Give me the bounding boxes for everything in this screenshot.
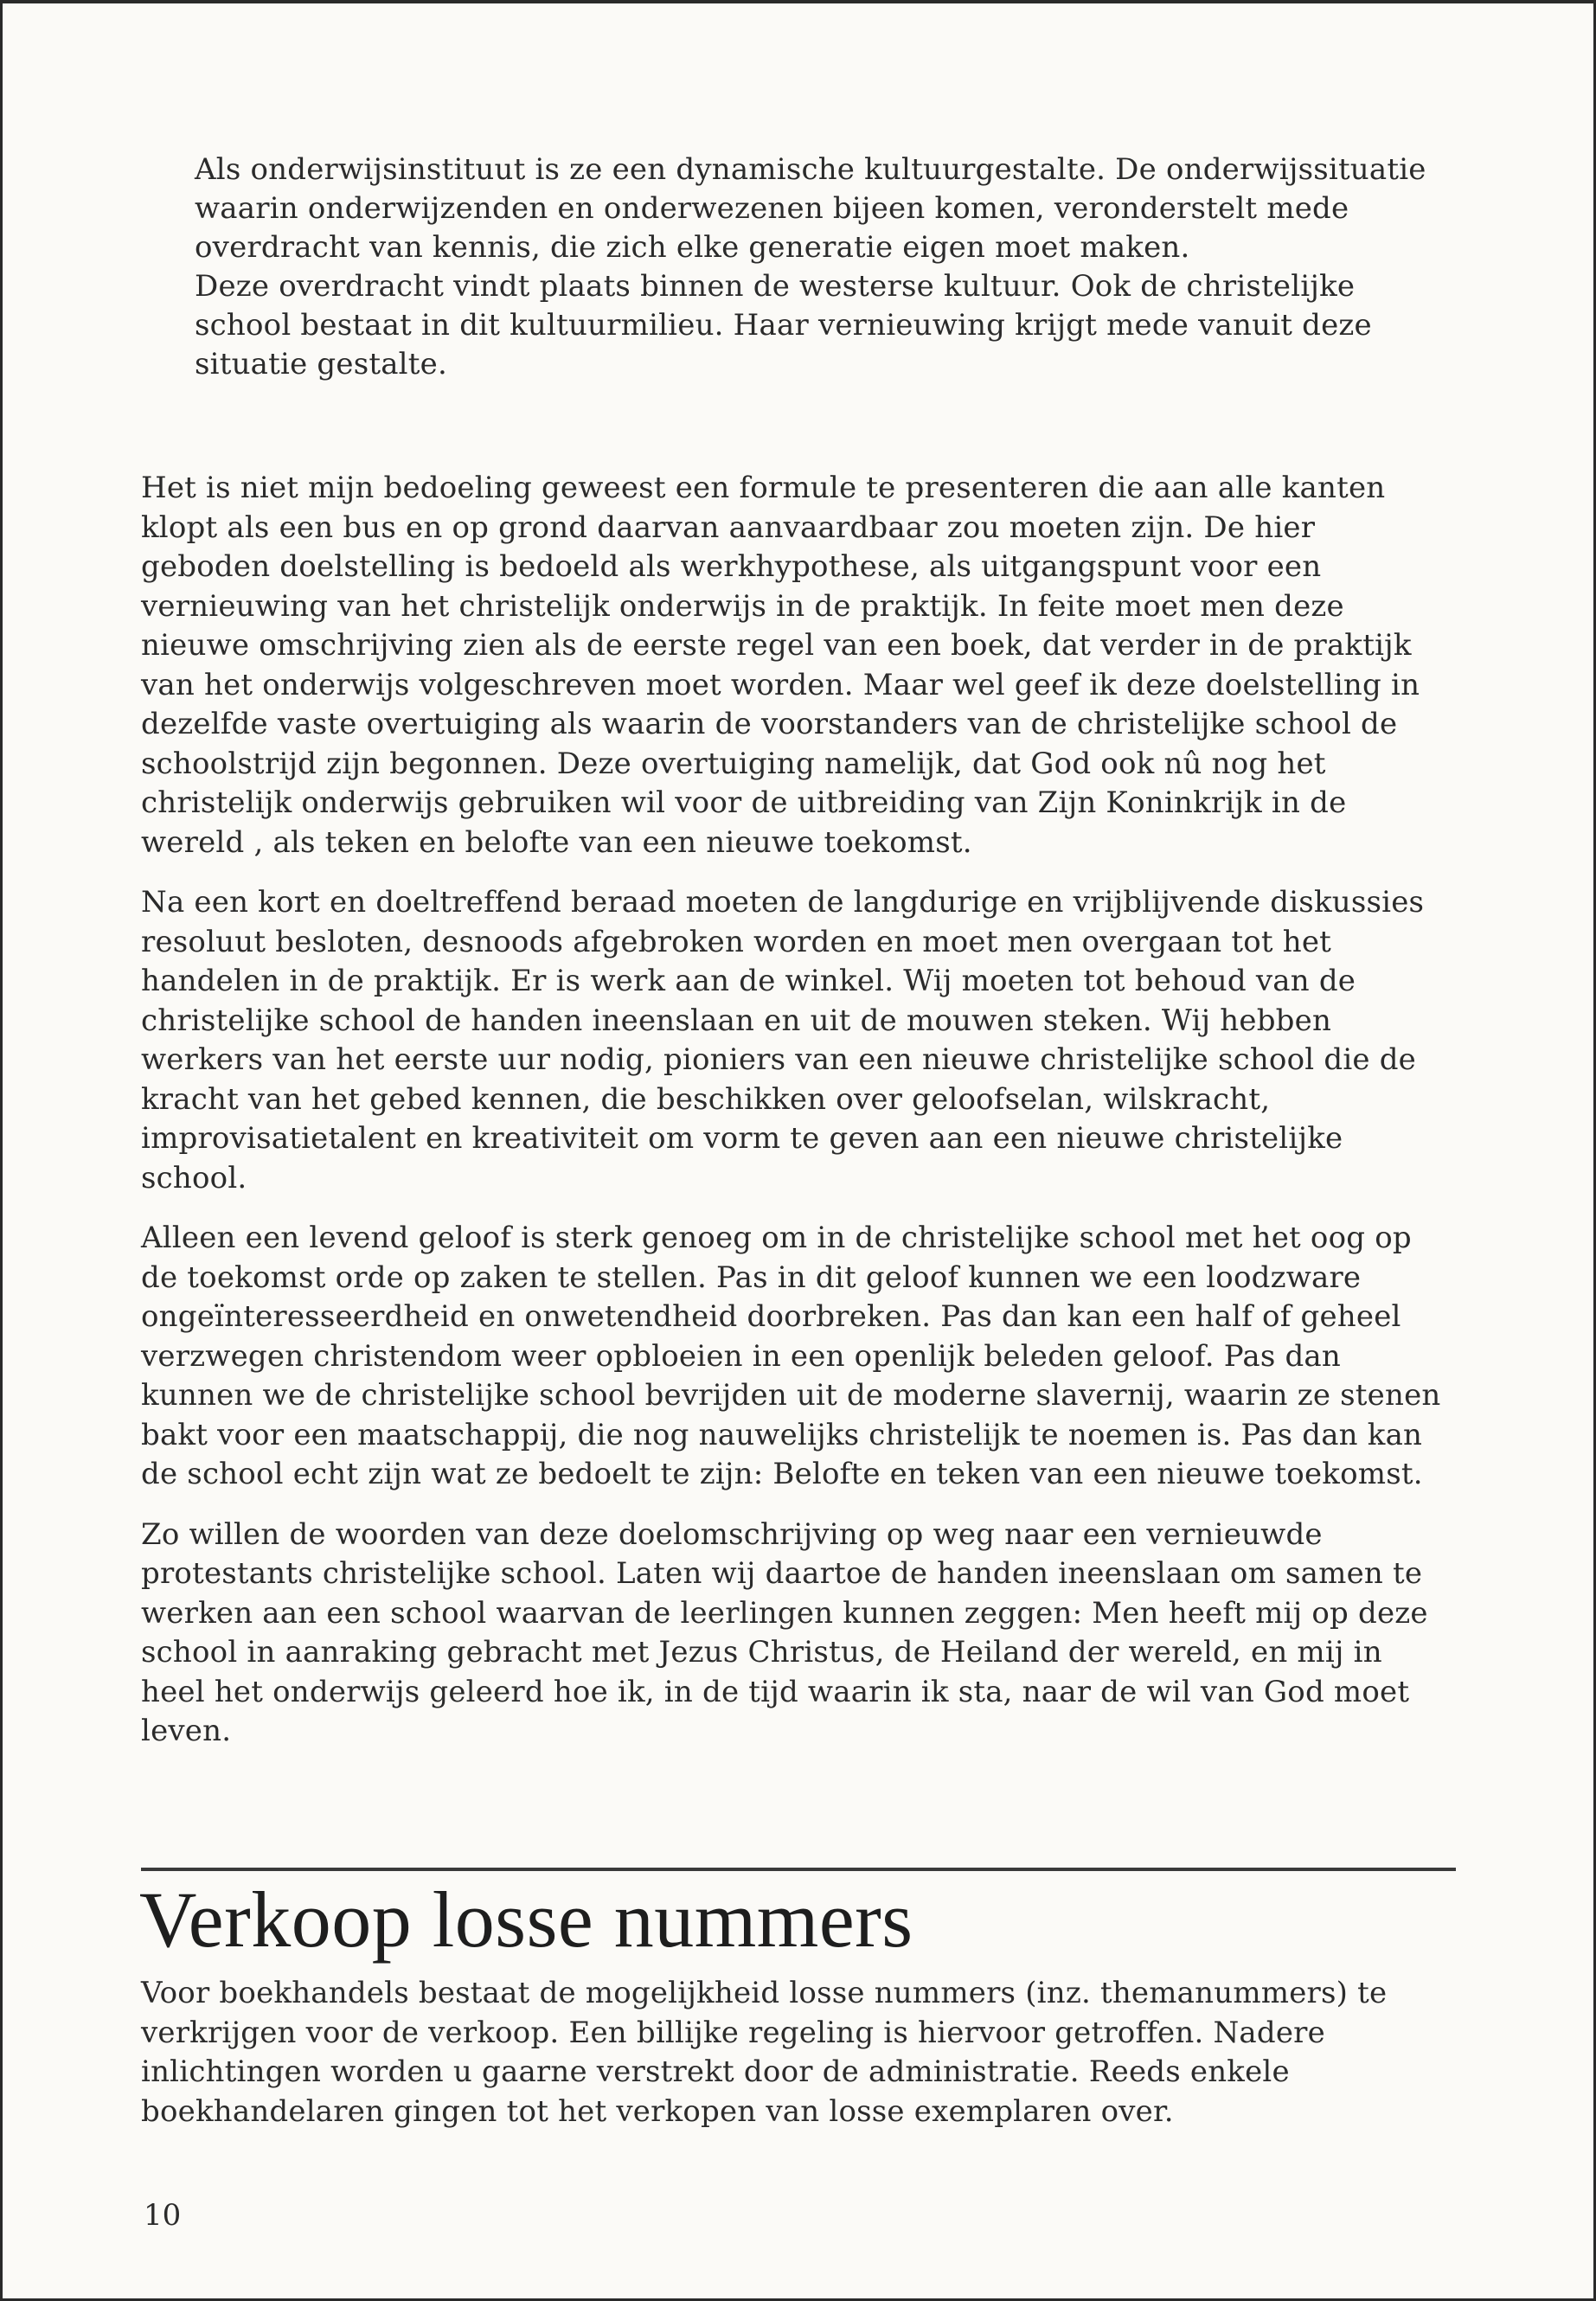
section-heading: Verkoop losse nummers	[139, 1875, 913, 1964]
body-paragraph-2: Na een kort en doeltreffend beraad moeten de langdurige en vrijblijvende diskussies resoluut besloten, desnoods afgebroken worden en moet men overgaan tot het handelen in de praktijk. Er is werk aan de winkel. Wij moeten tot behoud van de christelijke school de handen ineenslaan en uit de mouwen steken. Wij hebben werkers van het eerste uur nodig, pioniers van een nieuwe christelijke school die de kracht van het gebed kennen, die beschikken over geloofselan, wilskracht, improvisatietalent en kreativiteit om vorm te geven aan een nieuwe christelijke school.	[141, 885, 1425, 1195]
body-paragraph-3: Alleen een levend geloof is sterk genoeg om in de christelijke school met het oog op de toekomst orde op zaken te stellen. Pas in dit geloof kunnen we een loodzware ongeïnteresseerdheid en onwetendheid doorbreken. Pas dan kan een half of geheel verzwegen christendom weer opbloeien in een openlijk beleden geloof. Pas dan kunnen we de christelijke school bevrijden uit de moderne slavernij, waarin ze stenen bakt voor een maatschappij, die nog nauwelijks christelijk te noemen is. Pas dan kan de school echt zijn wat ze bedoelt te zijn: Belofte en teken van een nieuwe toekomst.	[141, 1221, 1441, 1491]
section-paragraph: Voor boekhandels bestaat de mogelijkheid losse nummers (inz. themanummers) te verkrijgen voor de verkoop. Een billijke regeling is hiervoor getroffen. Nadere inlichtingen worden u gaarne verstrekt door de administratie. Reeds enkele boekhandelaren gingen tot het verkopen van losse exemplaren over.	[141, 1976, 1388, 2129]
body-paragraph-1: Het is niet mijn bedoeling geweest een formule te presenteren die aan alle kanten klopt als een bus en op grond daarvan aanvaardbaar zou moeten zijn. De hier geboden doelstelling is bedoeld als werkhypothese, als uitgangspunt voor een vernieuwing van het christelijk onderwijs in de praktijk. In feite moet men deze nieuwe omschrijving zien als de eerste regel van een boek, dat verder in de praktijk van het onderwijs volgeschreven moet worden. Maar wel geef ik deze doelstelling in dezelfde vaste overtuiging als waarin de voorstanders van de christelijke school de schoolstrijd zijn begonnen. Deze overtuiging namelijk, dat God ook nû nog het christelijk onderwijs gebruiken wil voor de uitbreiding van Zijn Koninkrijk in de wereld , als teken en belofte van een nieuwe toekomst.	[141, 471, 1420, 860]
body-text-block	[141, 469, 1452, 1772]
intro-paragraph-2: Deze overdracht vindt plaats binnen de westerse kultuur. Ook de christelijke school bestaat in dit kultuurmilieu. Haar vernieuwing krijgt mede vanuit deze situatie gestalte.	[195, 269, 1372, 381]
body-paragraph-4: Zo willen de woorden van deze doelomschrijving op weg naar een vernieuwde protestants christelijke school. Laten wij daartoe de handen ineenslaan om samen te werken aan een school waarvan de leerlingen kunnen zeggen: Men heeft mij op deze school in aanraking gebracht met Jezus Christus, de Heiland der wereld, en mij in heel het onderwijs geleerd hoe ik, in de tijd waarin ik sta, naar de wil van God moet leven.	[141, 1516, 1428, 1748]
section-divider	[141, 1868, 1456, 1871]
intro-indented-block	[195, 151, 1445, 384]
page-number: 10	[144, 2198, 182, 2233]
intro-paragraph-1: Als onderwijsinstituut is ze een dynamische kultuurgestalte. De onderwijssituatie waarin onderwijzenden en onderwezenen bijeen komen, veronderstelt mede overdracht van kennis, die zich elke generatie eigen moet maken.	[195, 152, 1426, 265]
